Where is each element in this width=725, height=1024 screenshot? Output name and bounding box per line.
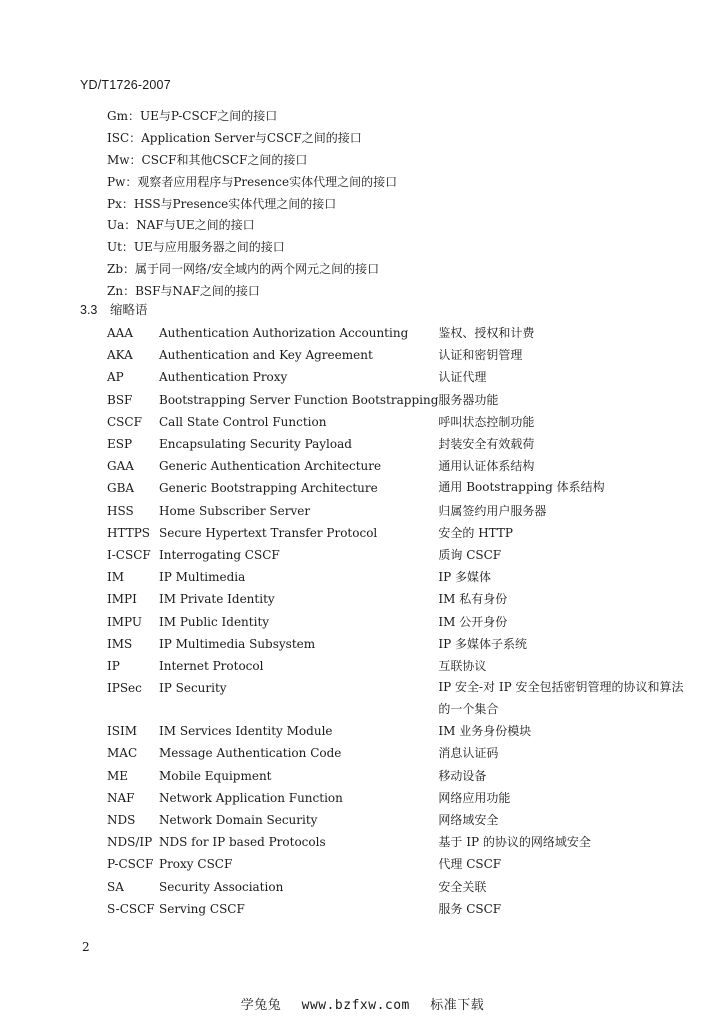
- table-row: [107, 411, 688, 433]
- english-term-cell: Generic Authentication Architecture: [159, 459, 382, 474]
- chinese-term-cell: 网络域安全: [438, 813, 499, 828]
- abbreviation-cell: IP: [107, 659, 120, 674]
- chinese-term-cell: 通用 Bootstrapping 体系结构: [438, 480, 605, 495]
- english-term-cell: Network Application Function: [159, 790, 343, 805]
- english-term-cell: Network Domain Security: [159, 813, 318, 828]
- section-title: 缩略语: [110, 303, 148, 317]
- english-term-cell: Authentication and Key Agreement: [159, 348, 373, 363]
- abbreviation-cell: HSS: [107, 503, 134, 518]
- chinese-term-cell: IM 私有身份: [438, 592, 508, 607]
- table-row: [107, 742, 688, 764]
- chinese-term-cell: 服务 CSCF: [438, 901, 502, 916]
- abbreviation-cell: IM: [107, 570, 125, 585]
- english-term-cell: Serving CSCF: [159, 901, 245, 916]
- chinese-term-cell: 移动设备: [438, 768, 487, 783]
- english-term-cell: IP Multimedia: [159, 570, 246, 585]
- interface-item: Ua：NAF与UE之间的接口: [107, 218, 255, 233]
- footer-tagline: 标准下载: [430, 998, 485, 1013]
- table-row: [107, 477, 688, 499]
- chinese-term-cell: 认证代理: [438, 370, 487, 385]
- interface-item: Px：HSS与Presence实体代理之间的接口: [107, 196, 337, 211]
- abbreviation-cell: P-CSCF: [107, 857, 154, 872]
- table-row: [107, 500, 688, 522]
- interface-item: Pw：观察者应用程序与Presence实体代理之间的接口: [107, 174, 398, 189]
- english-term-cell: Proxy CSCF: [159, 857, 233, 872]
- chinese-term-cell: IM 业务身份模块: [438, 724, 532, 739]
- table-row: [107, 765, 688, 787]
- table-row: [107, 876, 688, 898]
- abbreviation-cell: I-CSCF: [107, 548, 151, 563]
- abbreviation-cell: SA: [107, 879, 124, 894]
- table-row: [107, 655, 688, 677]
- chinese-term-cell: 基于 IP 的协议的网络域安全: [438, 835, 591, 850]
- interface-list: [107, 106, 397, 303]
- abbreviation-cell: S-CSCF: [107, 901, 155, 916]
- abbreviation-cell: ESP: [107, 437, 133, 452]
- document-id: YD/T1726-2007: [80, 78, 171, 92]
- table-row: [107, 831, 688, 853]
- abbreviation-cell: IMPI: [107, 592, 137, 607]
- abbreviation-cell: HTTPS: [107, 525, 150, 540]
- interface-item: Zn：BSF与NAF之间的接口: [107, 284, 260, 299]
- english-term-cell: Secure Hypertext Transfer Protocol: [159, 525, 378, 540]
- english-term-cell: Mobile Equipment: [159, 768, 272, 783]
- english-term-cell: Interrogating CSCF: [159, 548, 280, 563]
- abbreviation-cell: AKA: [107, 348, 133, 363]
- chinese-term-cell: IP 安全-对 IP 安全包括密钥管理的协议和算法的一个集合: [438, 680, 684, 716]
- chinese-term-cell: 通用认证体系结构: [438, 459, 535, 474]
- chinese-term-cell: IP 多媒体: [438, 570, 492, 585]
- chinese-term-cell: IP 多媒体子系统: [438, 636, 528, 651]
- english-term-cell: IP Multimedia Subsystem: [159, 636, 316, 651]
- abbreviation-cell: NAF: [107, 790, 135, 805]
- chinese-term-cell: 消息认证码: [438, 746, 499, 761]
- abbreviation-cell: IMS: [107, 636, 133, 651]
- table-row: [107, 389, 688, 411]
- english-term-cell: IM Public Identity: [159, 614, 270, 629]
- table-row: [107, 544, 688, 566]
- table-row: [107, 720, 688, 742]
- chinese-term-cell: 互联协议: [438, 659, 487, 674]
- table-row: [107, 433, 688, 455]
- table-row: [107, 566, 688, 588]
- chinese-term-cell: 鉴权、授权和计费: [438, 326, 535, 340]
- table-row: [107, 677, 688, 720]
- footer-site-name: 学兔兔: [240, 998, 282, 1013]
- english-term-cell: IM Private Identity: [159, 592, 275, 607]
- english-term-cell: Internet Protocol: [159, 659, 264, 674]
- english-term-cell: Security Association: [159, 879, 284, 894]
- footer: [0, 994, 725, 1013]
- abbreviation-cell: NDS: [107, 813, 136, 828]
- english-term-cell: Home Subscriber Server: [159, 503, 311, 518]
- chinese-term-cell: 认证和密钥管理: [438, 348, 523, 363]
- table-row: [107, 787, 688, 809]
- english-term-cell: IP Security: [159, 681, 227, 696]
- table-row: [107, 898, 688, 920]
- chinese-term-cell: 封装安全有效载荷: [438, 437, 535, 452]
- abbreviation-cell: AAA: [107, 326, 133, 340]
- abbreviation-cell: ME: [107, 768, 129, 783]
- english-term-cell: Message Authentication Code: [159, 746, 342, 761]
- table-row: [107, 633, 688, 655]
- table-row: [107, 809, 688, 831]
- chinese-term-cell: 服务器功能: [438, 392, 499, 407]
- chinese-term-cell: 质询 CSCF: [438, 548, 502, 563]
- english-term-cell: Authentication Proxy: [159, 370, 288, 385]
- english-term-cell: Encapsulating Security Payload: [159, 437, 352, 452]
- table-row: [107, 611, 688, 633]
- interface-item: Gm：UE与P-CSCF之间的接口: [107, 109, 278, 123]
- table-row: [107, 853, 688, 875]
- abbreviation-table: [107, 322, 688, 920]
- section-number: 3.3: [80, 303, 98, 317]
- abbreviation-cell: ISIM: [107, 724, 137, 739]
- chinese-term-cell: 呼叫状态控制功能: [438, 414, 535, 429]
- english-term-cell: NDS for IP based Protocols: [159, 835, 326, 850]
- chinese-term-cell: IM 公开身份: [438, 614, 508, 629]
- chinese-term-cell: 网络应用功能: [438, 790, 511, 805]
- chinese-term-cell: 安全的 HTTP: [438, 525, 513, 540]
- section-heading: [80, 300, 148, 318]
- abbreviation-cell: GBA: [107, 481, 135, 496]
- interface-item: Zb：属于同一网络/安全域内的两个网元之间的接口: [107, 262, 380, 277]
- abbreviation-cell: BSF: [107, 392, 133, 407]
- table-row: [107, 588, 688, 610]
- abbreviation-cell: IMPU: [107, 614, 143, 629]
- english-term-cell: Call State Control Function: [159, 414, 327, 429]
- table-row: [107, 455, 688, 477]
- abbreviation-cell: CSCF: [107, 414, 142, 429]
- footer-url[interactable]: www.bzfxw.com: [301, 998, 410, 1013]
- english-term-cell: Authentication Authorization Accounting: [159, 326, 409, 340]
- abbreviation-cell: NDS/IP: [107, 835, 153, 850]
- english-term-cell: Bootstrapping Server Function Bootstrapping: [159, 392, 439, 407]
- abbreviation-cell: MAC: [107, 746, 138, 761]
- abbreviation-cell: GAA: [107, 459, 134, 474]
- chinese-term-cell: 归属签约用户服务器: [438, 503, 547, 518]
- interface-item: Mw：CSCF和其他CSCF之间的接口: [107, 152, 308, 167]
- table-row: [107, 366, 688, 388]
- abbreviation-cell: IPSec: [107, 681, 142, 696]
- table-row: [107, 522, 688, 544]
- page-number: 2: [82, 940, 90, 954]
- table-row: [107, 344, 688, 366]
- english-term-cell: Generic Bootstrapping Architecture: [159, 481, 378, 496]
- english-term-cell: IM Services Identity Module: [159, 724, 333, 739]
- interface-item: Ut：UE与应用服务器之间的接口: [107, 240, 285, 255]
- chinese-term-cell: 代理 CSCF: [438, 857, 502, 872]
- table-row: [107, 322, 688, 344]
- abbreviation-cell: AP: [107, 370, 124, 385]
- interface-item: ISC：Application Server与CSCF之间的接口: [107, 130, 362, 145]
- chinese-term-cell: 安全关联: [438, 879, 487, 894]
